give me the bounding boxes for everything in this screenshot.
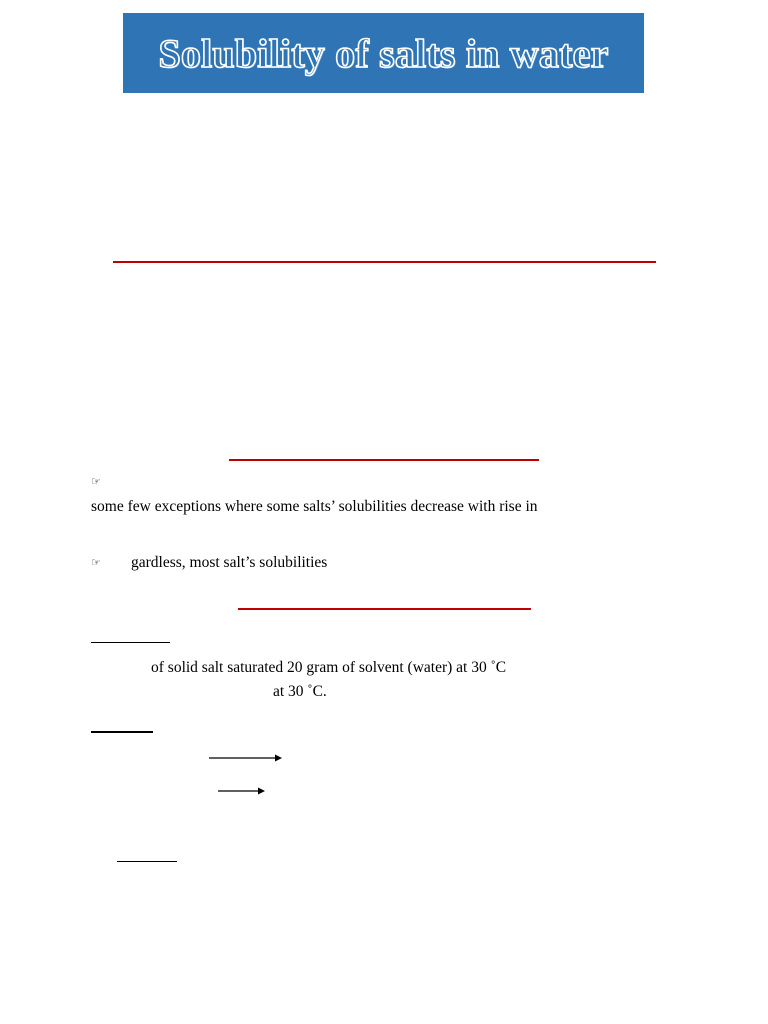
example-line-1: of solid salt saturated 20 gram of solvent (water) at 30 ˚C [151, 659, 507, 676]
example-line-2: at 30 ˚C. [273, 683, 327, 700]
exceptions-text: some few exceptions where some salts’ solubilities decrease with rise in [91, 498, 538, 515]
title-banner [123, 13, 644, 93]
heading-underline-2 [229, 459, 539, 461]
heading-underline-1 [113, 261, 656, 263]
label-underline-2 [91, 731, 153, 733]
right-arrow-icon [209, 753, 283, 763]
heading-underline-3 [238, 608, 531, 610]
bullet-text: gardless, most salt’s solubilities [131, 554, 328, 571]
page-title: Solubility of salts in water [158, 30, 609, 76]
label-underline-1 [91, 642, 170, 643]
pointing-hand-icon: ☞ [91, 556, 101, 569]
label-underline-3 [117, 861, 177, 862]
right-arrow-icon [218, 786, 266, 796]
pointing-hand-icon: ☞ [91, 475, 101, 488]
